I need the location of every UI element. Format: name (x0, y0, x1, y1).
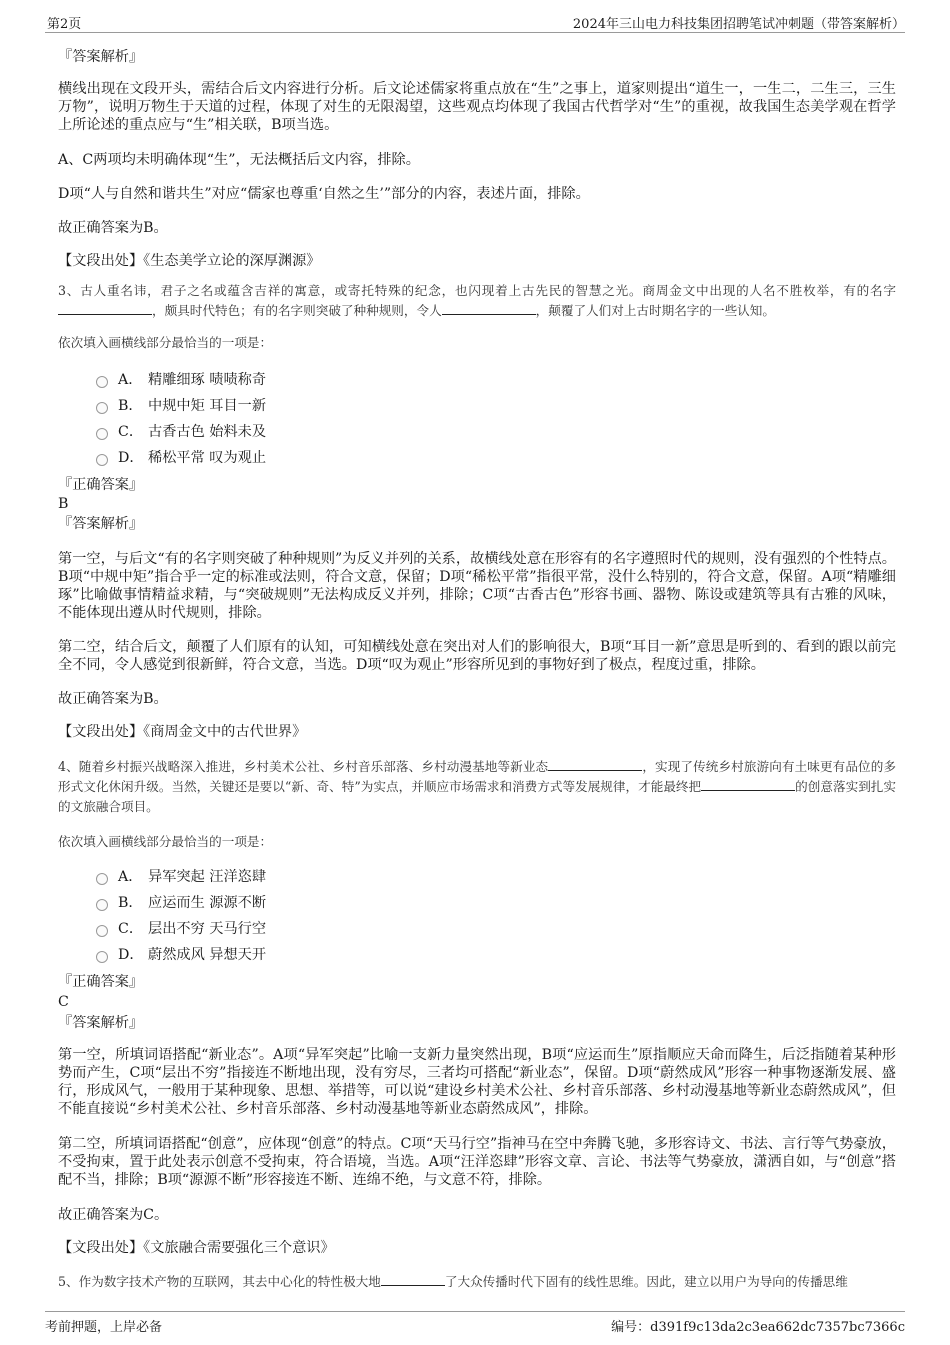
radio-icon[interactable] (96, 951, 108, 963)
radio-icon[interactable] (96, 899, 108, 911)
q2-source: 【文段出处】《生态美学立论的深厚渊源》 (58, 253, 321, 269)
q4-option-c[interactable]: C． 层出不穷 天马行空 (96, 920, 266, 938)
page-number: 第2页 (47, 17, 82, 32)
q3-answer: B (58, 496, 69, 512)
radio-icon[interactable] (96, 454, 108, 466)
q3-answer-label: 『正确答案』 (58, 477, 144, 493)
q3-analysis-para1: 第一空，与后文“有的名字则突破了种种规则”为反义并列的关系，故横线处意在形容有的名字遵照时代的规则，没有强烈的个性特点。B项“中规中矩”指合乎一定的标准或法则，符合文意，保留；D项“稀松平常”指很平常，没什么特别的，符合文意，保留。A项“精雕细琢”比喻做事情精益求精，与“突破规则”无法构成反义并列，排除；C项“古香古色”形容书画、器物、陈设或建筑等具有古雅的风味，不能体现出遵从时代规则，排除。 (58, 551, 896, 621)
q4-option-d[interactable]: D． 蔚然成风 异想天开 (96, 946, 266, 964)
q4-analysis-label: 『答案解析』 (58, 1015, 144, 1031)
q4-blank-2 (701, 778, 795, 791)
footer-slogan: 考前押题，上岸必备 (45, 1320, 163, 1335)
page-footer (45, 1311, 905, 1334)
q3-source: 【文段出处】《商周金文中的古代世界》 (58, 724, 307, 740)
q3-prompt: 依次填入画横线部分最恰当的一项是： (58, 335, 273, 350)
q4-option-a[interactable]: A． 异军突起 汪洋恣肆 (96, 868, 266, 886)
q4-answer-label: 『正确答案』 (58, 974, 144, 990)
radio-icon[interactable] (96, 402, 108, 414)
q4-option-b[interactable]: B． 应运而生 源源不断 (96, 894, 266, 912)
q2-analysis-para2: A、C两项均未明确体现“生”，无法概括后文内容，排除。 (58, 152, 420, 168)
q3-stem: 3、古人重名讳，君子之名或蕴含吉祥的寓意，或寄托特殊的纪念，也闪现着上古先民的智慧之光。商周金文中出现的人名不胜枚举，有的名字，颇具时代特色；有的名字则突破了种种规则，令人 ，颠覆了人们对上古时期名字的一些认知。 (58, 283, 896, 318)
document-id: 编号：d391f9c13da2c3ea662dc7357bc7366c (611, 1320, 905, 1335)
q3-analysis-para2: 第二空，结合后文，颠覆了人们原有的认知，可知横线处意在突出对人们的影响很大，B项“耳目一新”意思是听到的、看到的跟以前完全不同，令人感觉到很新鲜，符合文意，当选。D项“叹为观止”形容所见到的事物好到了极点，程度过重，排除。 (58, 639, 896, 673)
radio-icon[interactable] (96, 873, 108, 885)
q2-analysis-para1: 横线出现在文段开头，需结合后文内容进行分析。后文论述儒家将重点放在“生”之事上，道家则提出“道生一，一生二，二生三，三生万物”，说明万物生于天道的过程，体现了对生的无限渴望，这些观点均体现了我国古代哲学对“生”的重视，故我国生态美学观在哲学上所论述的重点应与“生”相关联，B项当选。 (58, 81, 896, 133)
q4-source: 【文段出处】《文旅融合需要强化三个意识》 (58, 1240, 335, 1256)
q3-option-d[interactable]: D． 稀松平常 叹为观止 (96, 449, 266, 467)
q5-blank-1 (381, 1273, 445, 1286)
q4-analysis-para1: 第一空，所填词语搭配“新业态”。A项“异军突起”比喻一支新力量突然出现，B项“应运而生”原指顺应天命而降生，后泛指随着某种形势而产生，C项“层出不穷”指接连不断地出现，没有穷尽，三者均可搭配“新业态”，保留。D项“蔚然成风”形容一种事物逐渐发展、盛行，形成风气，一般用于某种现象、思想、举措等，可以说“建设乡村美术公社、乡村音乐部落、乡村动漫基地等新业态蔚然成风”，但不能直接说“乡村美术公社、乡村音乐部落、乡村动漫基地等新业态蔚然成风”，排除。 (58, 1047, 896, 1117)
document-title: 2024年三山电力科技集团招聘笔试冲刺题（带答案解析） (572, 17, 905, 32)
q4-blank-1 (548, 758, 642, 771)
radio-icon[interactable] (96, 428, 108, 440)
radio-icon[interactable] (96, 925, 108, 937)
q4-conclusion: 故正确答案为C。 (58, 1207, 169, 1223)
q4-analysis-para2: 第二空，所填词语搭配“创意”，应体现“创意”的特点。C项“天马行空”指神马在空中奔腾飞驰，多形容诗文、书法、言行等气势豪放，不受拘束，置于此处表示创意不受拘束，符合语境，当选。A项“汪洋恣肆”形容文章、言论、书法等气势豪放，潇洒自如，与“创意”搭配不当，排除；B项“源源不断”形容接连不断、连绵不绝，与文意不符，排除。 (58, 1136, 896, 1188)
q4-answer: C (58, 994, 69, 1010)
q2-conclusion: 故正确答案为B。 (58, 220, 168, 236)
q2-analysis-label: 『答案解析』 (58, 49, 144, 65)
q3-blank-1 (58, 302, 152, 315)
q3-option-a[interactable]: A． 精雕细琢 啧啧称奇 (96, 371, 266, 389)
q5-stem: 5、作为数字技术产物的互联网，其去中心化的特性极大地 了大众传播时代下固有的线性思维。因此，建立以用户为导向的传播思维 (58, 1274, 848, 1289)
q4-stem: 4、随着乡村振兴战略深入推进，乡村美术公社、乡村音乐部落、乡村动漫基地等新业态 ，实现了传统乡村旅游向有土味更有品位的多形式文化休闲升级。当然，关键还是要以“新、奇、特”为实点，并顺应市场需求和消费方式等发展规律，才能最终把 的创意落实到扎实的文旅融合项目。 (58, 759, 897, 814)
page-header (45, 12, 905, 33)
q3-option-c[interactable]: C． 古香古色 始料未及 (96, 423, 266, 441)
q3-conclusion: 故正确答案为B。 (58, 691, 168, 707)
q3-analysis-label: 『答案解析』 (58, 516, 144, 532)
q3-option-b[interactable]: B． 中规中矩 耳目一新 (96, 397, 266, 415)
radio-icon[interactable] (96, 376, 108, 388)
q4-prompt: 依次填入画横线部分最恰当的一项是： (58, 834, 273, 849)
q2-analysis-para3: D项“人与自然和谐共生”对应“儒家也尊重‘自然之生’”部分的内容，表述片面，排除。 (58, 186, 590, 202)
q3-blank-2 (442, 302, 536, 315)
